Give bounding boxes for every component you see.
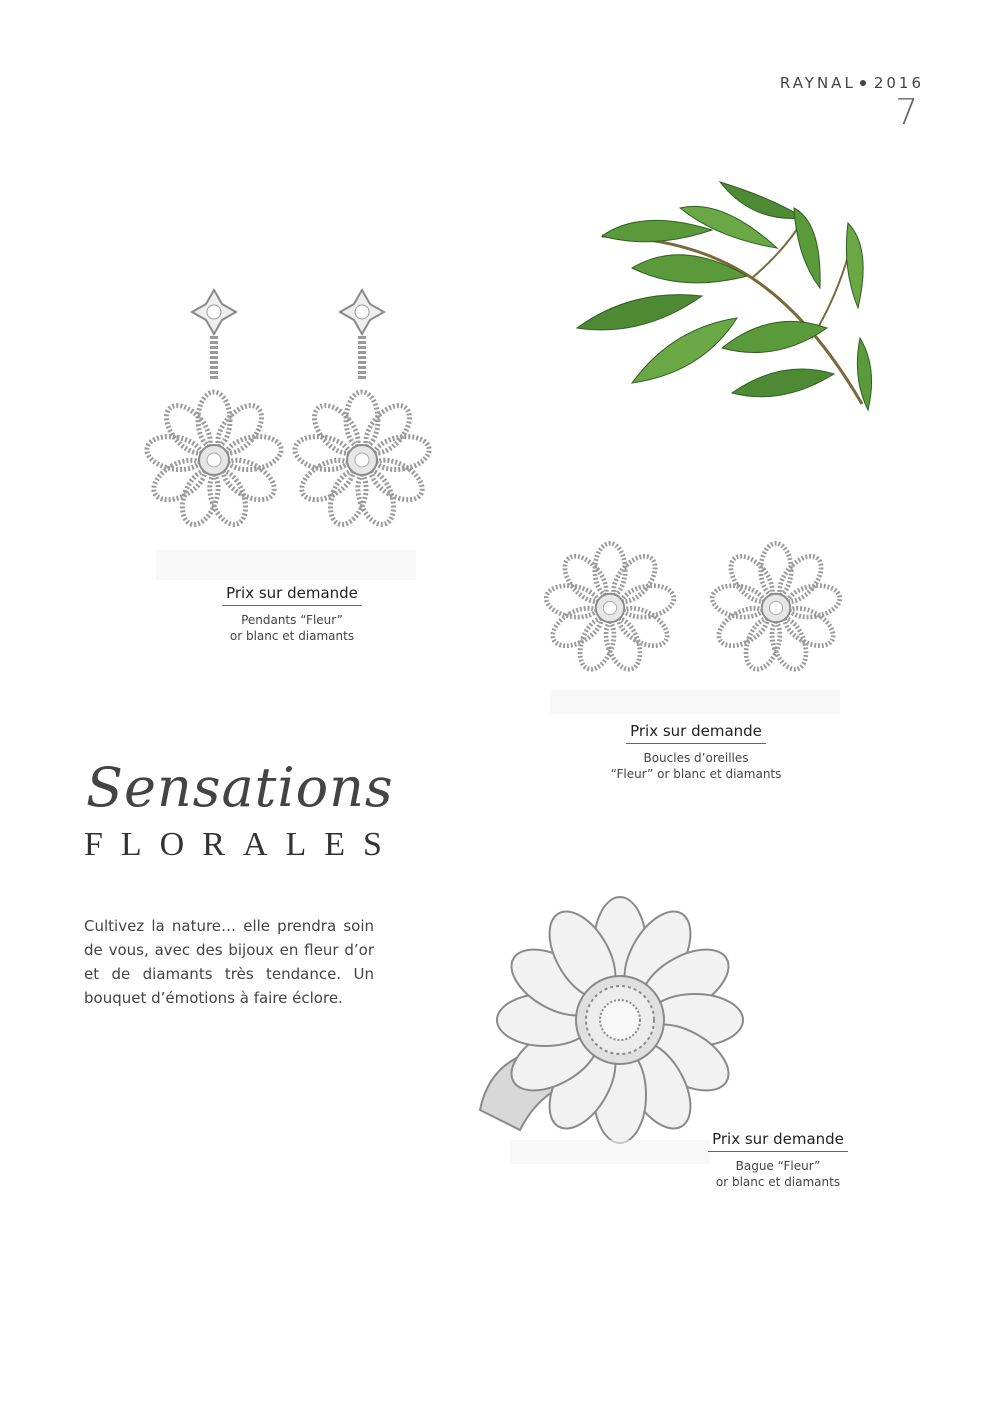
title-caps: FLORALES	[84, 826, 400, 863]
brand-name: RAYNAL	[779, 74, 856, 92]
description-line: Bague “Fleur”	[735, 1159, 821, 1173]
price-label: Prix sur demande	[222, 584, 362, 606]
flower-ring-image	[470, 880, 750, 1170]
description-line: “Fleur” or blanc et diamants	[610, 767, 782, 781]
product-description	[192, 612, 392, 644]
olive-branch-illustration	[572, 178, 892, 418]
product-caption-pendants	[192, 584, 392, 644]
price-label: Prix sur demande	[708, 1130, 848, 1152]
price-label: Prix sur demande	[626, 722, 766, 744]
year: 2016	[873, 74, 924, 92]
description-line: Boucles d’oreilles	[643, 751, 749, 765]
product-description	[680, 1158, 876, 1190]
intro-paragraph: Cultivez la nature… elle prendra soin de vous, avec des bijoux en fleur d’or et de diamants très tendance. Un bouquet d’émotions à faire éclore.	[84, 917, 374, 1007]
description-line: or blanc et diamants	[229, 629, 355, 643]
product-description	[586, 750, 806, 782]
title-script: Sensations	[86, 756, 394, 819]
product-caption-ring	[680, 1130, 876, 1190]
flower-pendant-earrings-image	[136, 280, 436, 590]
separator-dot	[860, 80, 866, 86]
flower-stud-earrings-image	[530, 530, 860, 720]
page-number: 7	[895, 92, 918, 133]
description-line: Pendants “Fleur”	[241, 613, 343, 627]
brand-year-header	[780, 74, 924, 92]
product-caption-earrings	[586, 722, 806, 782]
description-line: or blanc et diamants	[715, 1175, 841, 1189]
